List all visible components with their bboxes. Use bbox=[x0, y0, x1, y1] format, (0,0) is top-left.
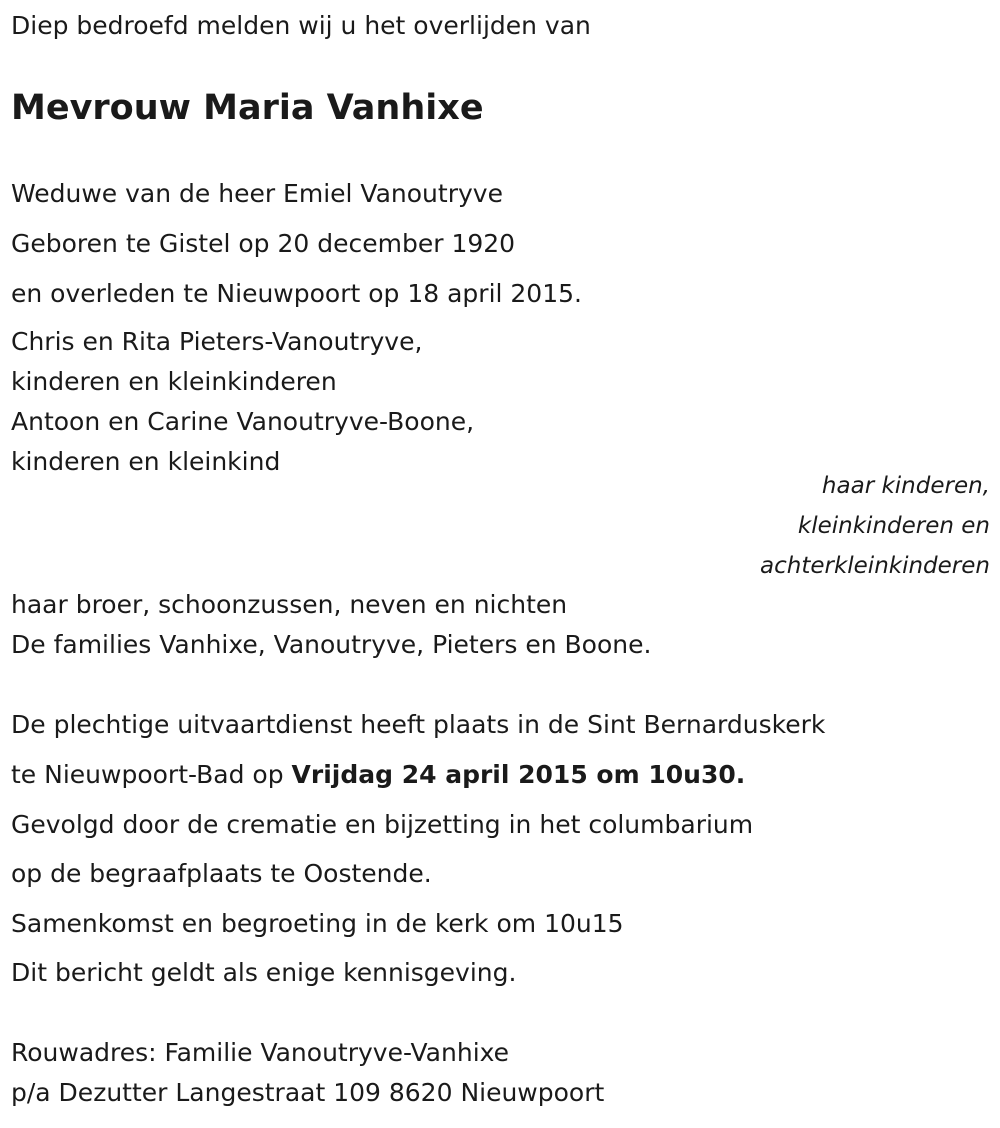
address-line: Rouwadres: Familie Vanoutryve-Vanhixe bbox=[11, 1038, 510, 1067]
ceremony-location: te Nieuwpoort-Bad op bbox=[11, 760, 292, 789]
family-side-line: kleinkinderen en bbox=[797, 513, 990, 539]
address-line: p/a Dezutter Langestraat 109 8620 Nieuwpoort bbox=[11, 1078, 605, 1107]
ceremony-date: Vrijdag 24 april 2015 om 10u30. bbox=[291, 760, 746, 789]
ceremony-date-line bbox=[11, 759, 745, 791]
family-line: Chris en Rita Pieters-Vanoutryve, bbox=[11, 327, 423, 356]
relatives-line: haar broer, schoonzussen, neven en nichten bbox=[11, 590, 568, 619]
ceremony-line: Samenkomst en begroeting in de kerk om 10u15 bbox=[11, 909, 624, 938]
ceremony-line: De plechtige uitvaartdienst heeft plaats in de Sint Bernarduskerk bbox=[11, 710, 826, 739]
death-text: en overleden te Nieuwpoort op 18 april 2015. bbox=[11, 279, 582, 308]
notice-line: Dit bericht geldt als enige kennisgeving. bbox=[11, 958, 517, 987]
relatives-line: De families Vanhixe, Vanoutryve, Pieters en Boone. bbox=[11, 630, 652, 659]
birth-text: Geboren te Gistel op 20 december 1920 bbox=[11, 229, 516, 258]
ceremony-line: Gevolgd door de crematie en bijzetting in het columbarium bbox=[11, 810, 754, 839]
family-line: Antoon en Carine Vanoutryve-Boone, bbox=[11, 407, 475, 436]
widow-of-text: Weduwe van de heer Emiel Vanoutryve bbox=[11, 179, 503, 208]
family-line: kinderen en kleinkind bbox=[11, 447, 281, 476]
family-line: kinderen en kleinkinderen bbox=[11, 367, 337, 396]
intro-text: Diep bedroefd melden wij u het overlijden van bbox=[11, 11, 591, 40]
family-side-line: achterkleinkinderen bbox=[760, 553, 990, 579]
ceremony-line: op de begraafplaats te Oostende. bbox=[11, 859, 432, 888]
family-side-line: haar kinderen, bbox=[821, 473, 990, 499]
deceased-name: Mevrouw Maria Vanhixe bbox=[11, 88, 484, 128]
